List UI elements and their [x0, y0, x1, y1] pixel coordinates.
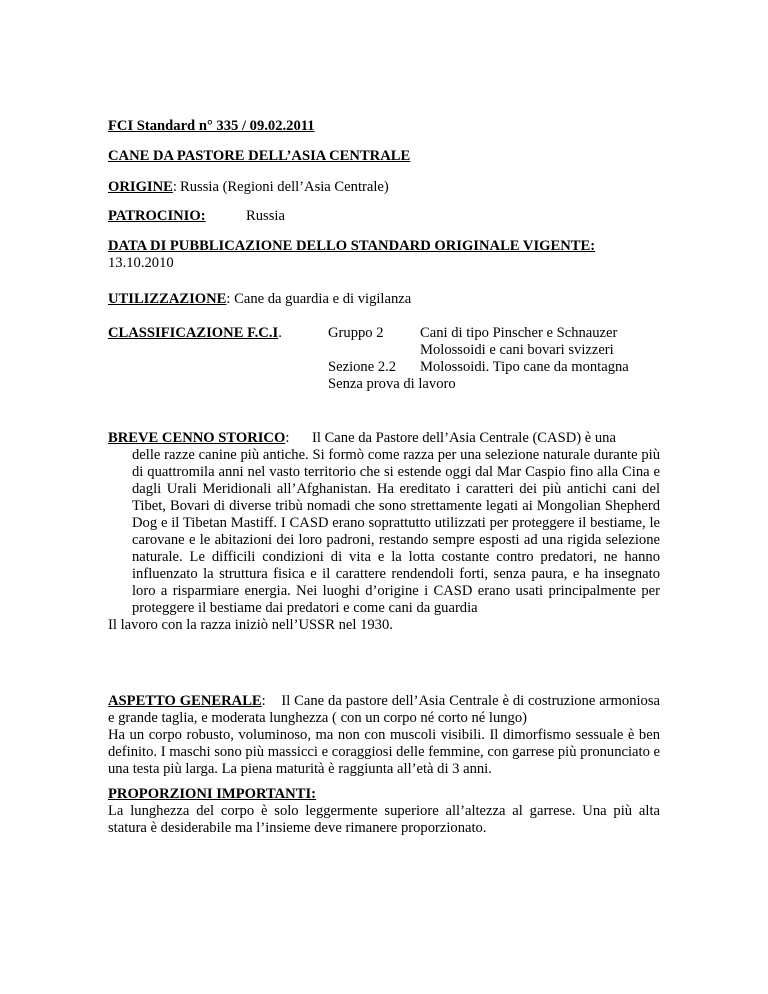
classification-label: CLASSIFICAZIONE F.C.I	[108, 325, 279, 341]
history-colon: :	[285, 430, 290, 446]
group-label: Gruppo 2	[328, 325, 384, 341]
general-appearance-colon: :	[261, 693, 266, 709]
proportions-section	[108, 786, 660, 837]
general-appearance-label: ASPETTO GENERALE	[108, 693, 262, 709]
general-appearance-text2: Ha un corpo robusto, voluminoso, ma non con muscoli visibili. Il dimorfismo sessuale è ben definito. I maschi sono più massicci e coraggiosi delle femmine, con garrese più pronunciato e una testa più larga. La piena maturità è raggiunta all’età di 3 anni.	[108, 727, 660, 777]
general-appearance-text1: Il Cane da pastore dell’Asia Centrale è di costruzione armoniosa e grande taglia, e moderata lunghezza ( con un corpo né corto né lungo)	[108, 693, 661, 726]
history-last-line: Il lavoro con la razza iniziò nell’USSR nel 1930.	[108, 617, 393, 633]
publication-date: 13.10.2010	[108, 255, 174, 271]
classification-details	[328, 325, 629, 393]
utilization-label: UTILIZZAZIONE	[108, 291, 227, 307]
origin-row	[108, 179, 389, 196]
history-first-line: Il Cane da Pastore dell’Asia Centrale (CASD) è una	[312, 430, 616, 446]
history-section	[108, 430, 660, 634]
origin-label: ORIGINE	[108, 179, 173, 195]
standard-number: FCI Standard n° 335 / 09.02.2011	[108, 118, 315, 134]
section-label: Sezione 2.2	[328, 359, 397, 375]
group-line2: Molossoidi e cani bovari svizzeri	[420, 342, 614, 358]
classification-dot: .	[278, 325, 282, 341]
breed-title: CANE DA PASTORE DELL’ASIA CENTRALE	[108, 148, 411, 164]
patronage-row	[108, 208, 285, 225]
utilization-value: : Cane da guardia e di vigilanza	[226, 291, 412, 307]
section-value: Molossoidi. Tipo cane da montagna	[420, 359, 629, 375]
group-line1: Cani di tipo Pinscher e Schnauzer	[420, 325, 618, 341]
general-appearance-section	[108, 693, 660, 778]
classification-block	[108, 325, 660, 395]
origin-colon: :	[172, 179, 177, 195]
utilization-row	[108, 291, 411, 308]
patronage-value: Russia	[246, 208, 285, 224]
proportions-text: La lunghezza del corpo è solo leggermente superiore all’altezza al garrese. Una più alta statura è desiderabile ma l’insieme deve rimanere proporzionato.	[108, 803, 660, 836]
patronage-label: PATROCINIO:	[108, 208, 206, 224]
origin-value: Russia (Regioni dell’Asia Centrale)	[180, 179, 389, 195]
proportions-label: PROPORZIONI IMPORTANTI:	[108, 786, 316, 802]
publication-label: DATA DI PUBBLICAZIONE DELLO STANDARD ORIGINALE VIGENTE:	[108, 238, 596, 254]
history-body: delle razze canine più antiche. Si formò come razza per una selezione naturale durante più di quattromila anni nel vasto territorio che si estende oggi dal Mar Caspio fino alla Cina e dagli Urali Meridionali all’Afghanistan. Ha ereditato i caratteri dei più antichi cani del Tibet, Bovari di diverse tribù nomadi che sono strettamente legati ai Mongolian Shepherd Dog e il Tibetan Mastiff. I CASD erano soprattutto utilizzati per proteggere il bestiame, le carovane e le abitazioni dei loro padroni, restando sempre esposti ad una rigida selezione naturale. Le difficili condizioni di vita e la lotta costante contro predatori, ne hanno influenzato la struttura fisica e il carattere rendendoli forti, senza paura, e ha insegnato loro a risparmiare energia. Nei luoghi d’origine i CASD erano usati principalmente per proteggere il bestiame dai predatori e come cani da guardia	[132, 447, 660, 616]
history-label: BREVE CENNO STORICO	[108, 430, 286, 446]
work-test: Senza prova di lavoro	[328, 376, 456, 392]
publication-block	[108, 238, 595, 272]
